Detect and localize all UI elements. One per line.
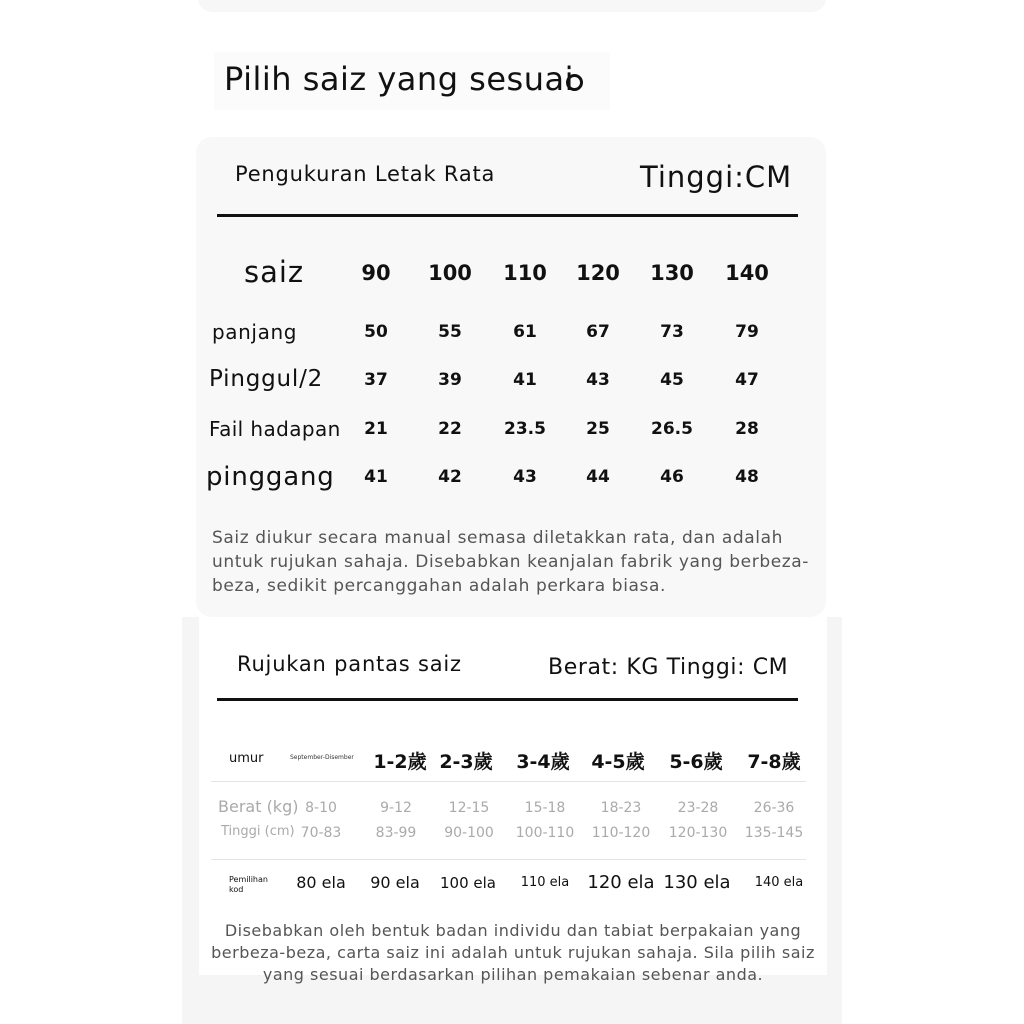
measurement-title: Pengukuran Letak Rata	[235, 162, 496, 186]
divider	[217, 214, 798, 217]
table-cell: 37	[364, 370, 388, 390]
table-cell: 22	[438, 419, 462, 439]
weight-cell: 18-23	[600, 800, 642, 816]
row-label: pinggang	[206, 462, 335, 492]
fit-title: Rujukan pantas saiz	[237, 652, 462, 676]
table-cell: 25	[586, 419, 610, 439]
fit-note: Disebabkan oleh bentuk badan individu dan tabiat berpakaian yang berbeza-beza, carta saiz ini adalah untuk rujukan sahaja. Sila pilih saiz yang sesuai berdasarkan pilihan pemakaian sebenar anda.	[211, 921, 815, 984]
table-cell: 41	[513, 370, 537, 390]
row-label: Fail hadapan	[209, 417, 341, 441]
code-cell: 90 ela	[370, 873, 420, 892]
table-cell: 26.5	[651, 419, 693, 439]
size-header: 120	[576, 261, 620, 285]
table-cell: 41	[364, 467, 388, 487]
divider	[217, 698, 798, 701]
code-cell: 130 ela	[663, 872, 731, 893]
table-cell: 73	[660, 322, 684, 342]
weight-cell: 8-10	[305, 800, 337, 816]
size-header: 140	[725, 261, 769, 285]
age-label: umur	[229, 751, 264, 766]
table-cell: 43	[586, 370, 610, 390]
size-header: 90	[361, 261, 391, 285]
code-cell: 120 ela	[587, 872, 655, 893]
circle-icon	[566, 74, 583, 91]
table-cell: 39	[438, 370, 462, 390]
row-divider	[211, 781, 806, 782]
age-header: 4-5歲	[591, 751, 645, 773]
age-header: 2-3歲	[439, 751, 493, 773]
height-label: Tinggi (cm)	[221, 824, 295, 839]
table-cell: 46	[660, 467, 684, 487]
size-header: 100	[428, 261, 472, 285]
code-cell: 110 ela	[520, 875, 570, 890]
weight-cell: 26-36	[753, 800, 795, 816]
height-cell: 70-83	[300, 825, 342, 841]
measurement-note: Saiz diukur secara manual semasa diletakkan rata, dan adalah untuk rujukan sahaja. Disebabkan keanjalan fabrik yang berbeza-beza, sedikit percanggahan adalah perkara biasa.	[212, 528, 810, 596]
weight-cell: 9-12	[380, 800, 412, 816]
weight-cell: 23-28	[677, 800, 719, 816]
table-cell: 55	[438, 322, 462, 342]
table-cell: 45	[660, 370, 684, 390]
height-cell: 83-99	[375, 825, 417, 841]
height-cell: 120-130	[668, 825, 728, 841]
weight-cell: 15-18	[524, 800, 566, 816]
age-sub-label: September-Disember	[290, 754, 354, 761]
height-cell: 90-100	[444, 825, 494, 841]
table-cell: 61	[513, 322, 537, 342]
weight-label: Berat (kg)	[218, 797, 299, 816]
table-cell: 28	[735, 419, 759, 439]
table-cell: 47	[735, 370, 759, 390]
code-cell: 140 ela	[754, 875, 804, 890]
table-cell: 48	[735, 467, 759, 487]
measurement-unit: Tinggi:CM	[640, 160, 793, 194]
table-cell: 50	[364, 322, 388, 342]
table-cell: 67	[586, 322, 610, 342]
code-cell: 80 ela	[296, 873, 346, 892]
weight-cell: 12-15	[448, 800, 490, 816]
row-label: Pinggul/2	[209, 366, 324, 392]
previous-card	[198, 0, 826, 12]
age-header: 5-6歲	[669, 751, 723, 773]
code-label: Pemilihan kod	[229, 875, 268, 894]
size-header: 110	[503, 261, 547, 285]
height-cell: 110-120	[591, 825, 651, 841]
fit-unit: Berat: KG Tinggi: CM	[548, 655, 789, 680]
table-cell: 43	[513, 467, 537, 487]
table-cell: 79	[735, 322, 759, 342]
table-cell: 44	[586, 467, 610, 487]
row-label: panjang	[212, 320, 298, 344]
height-cell: 100-110	[515, 825, 575, 841]
table-cell: 21	[364, 419, 388, 439]
table-cell: 23.5	[504, 419, 546, 439]
page-title: Pilih saiz yang sesuai	[224, 60, 574, 98]
age-header: 7-8歲	[747, 751, 801, 773]
height-cell: 135-145	[744, 825, 804, 841]
age-header: 1-2歲	[373, 751, 427, 773]
row-divider	[211, 859, 806, 860]
size-header: 130	[650, 261, 694, 285]
age-header: 3-4歲	[516, 751, 570, 773]
size-header-label: saiz	[244, 255, 305, 289]
code-cell: 100 ela	[440, 874, 496, 892]
table-cell: 42	[438, 467, 462, 487]
